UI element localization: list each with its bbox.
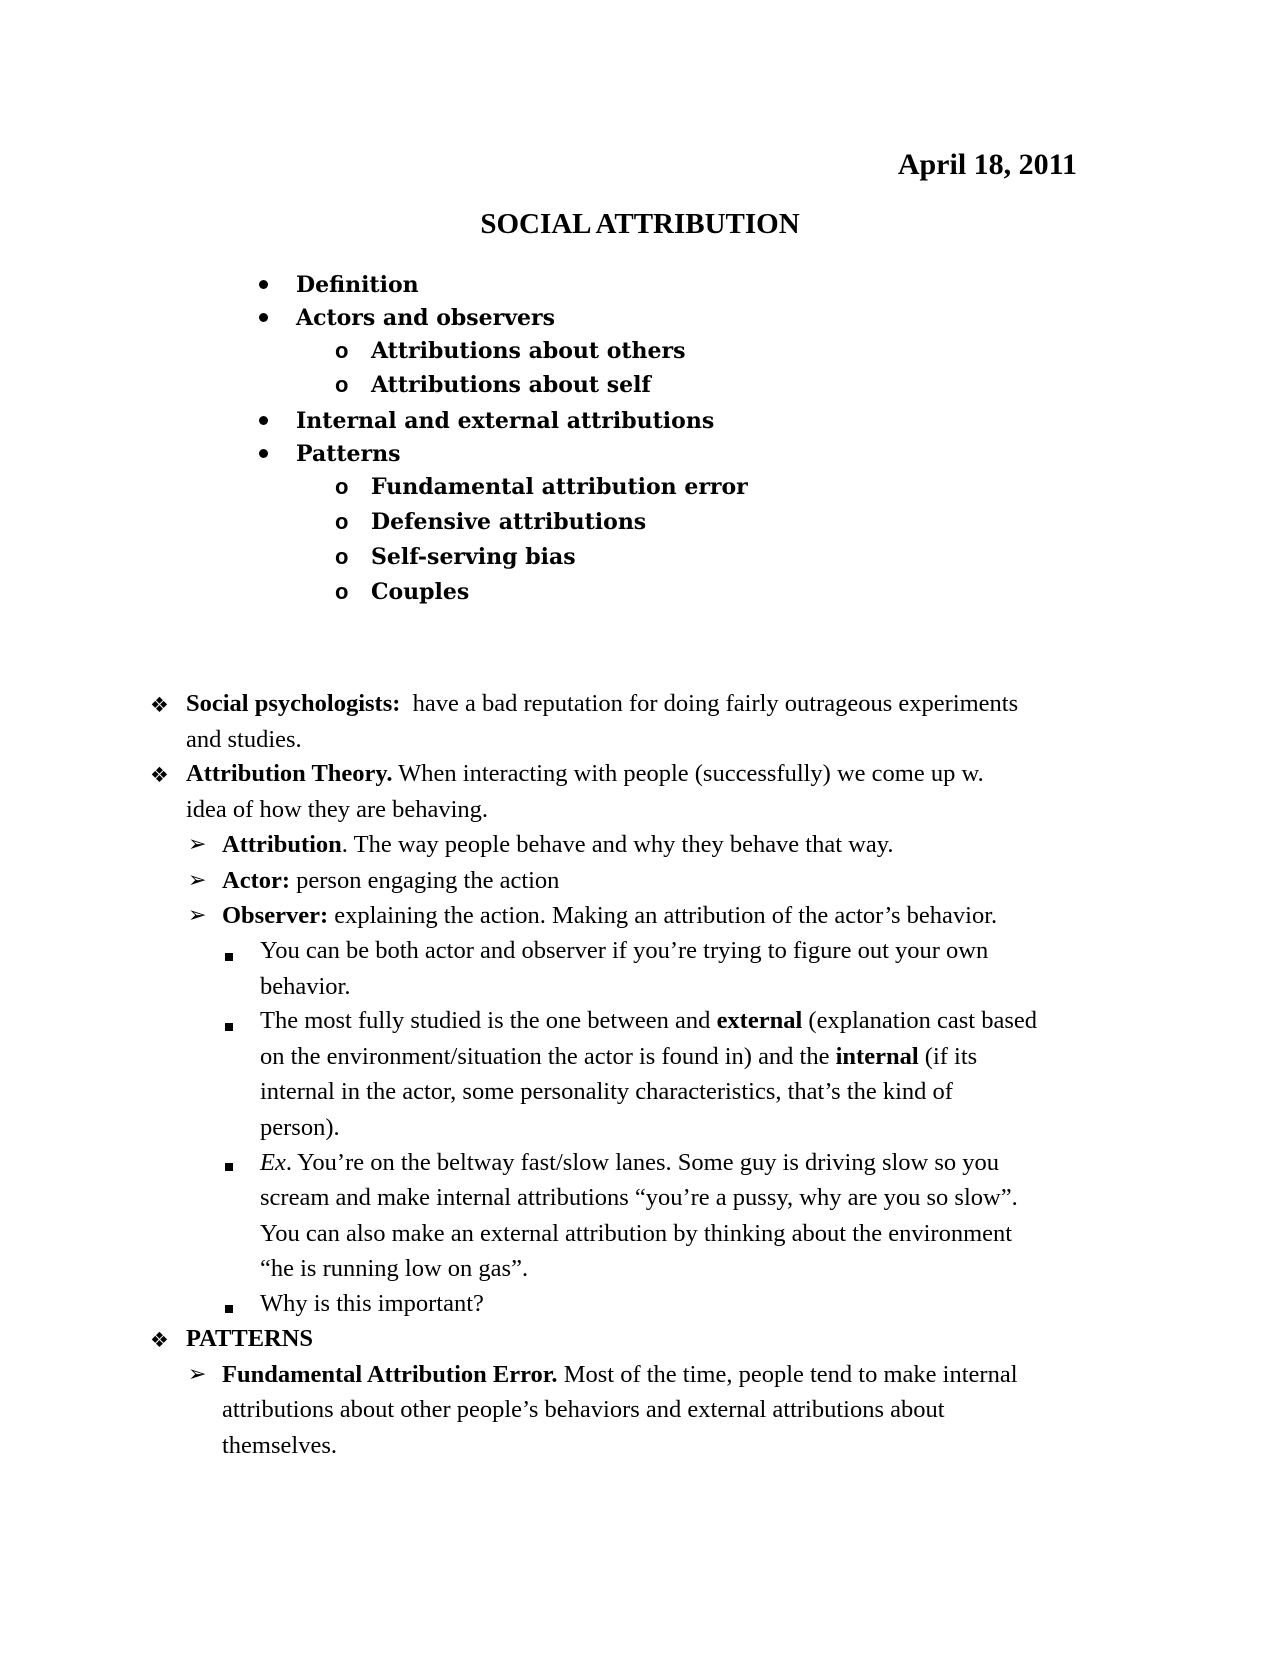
term: Social psychologists:: [186, 690, 401, 717]
note-text: have a bad reputation for doing fairly outrageous experiments: [412, 690, 1019, 717]
note-fae: [222, 1357, 1018, 1393]
note-text: The most fully studied is the one between and: [260, 1007, 717, 1034]
page-title: SOCIAL ATTRIBUTION: [480, 208, 800, 240]
sub-bullet: o: [335, 544, 349, 569]
outline-item: Definition: [296, 272, 419, 298]
bullet-dot: [259, 313, 268, 322]
arrow-bullet-icon: ➢: [188, 868, 207, 893]
outline-subitem: Attributions about others: [371, 338, 686, 364]
square-bullet-icon: [225, 1305, 233, 1313]
outline-subitem: Defensive attributions: [371, 509, 647, 535]
example-label: Ex: [260, 1149, 286, 1176]
term: external: [716, 1007, 803, 1034]
note-text: (if its: [918, 1043, 978, 1070]
outline-subitem: Couples: [371, 579, 470, 605]
note-studied: [260, 1039, 977, 1075]
note-studied: [260, 1003, 1037, 1039]
arrow-bullet-icon: ➢: [188, 832, 207, 857]
diamond-bullet-icon: ❖: [150, 763, 169, 787]
sub-bullet: o: [335, 474, 349, 499]
square-bullet-icon: [225, 1023, 233, 1031]
note-example: [260, 1145, 999, 1181]
sub-bullet: o: [335, 509, 349, 534]
outline-item: Patterns: [296, 441, 401, 467]
note-text: internal in the actor, some personality characteristics, that’s the kind of: [260, 1078, 953, 1105]
sub-bullet: o: [335, 579, 349, 604]
note-social-psychologists: [186, 686, 1018, 722]
bullet-dot: [259, 280, 268, 289]
date: April 18, 2011: [897, 148, 1077, 181]
section-heading: [186, 1321, 313, 1357]
note-text: You can also make an external attribution by thinking about the environment: [260, 1220, 1013, 1247]
term: Attribution Theory.: [186, 760, 393, 787]
term: Actor:: [222, 867, 291, 894]
note-text: on the environment/situation the actor is found in) and the: [260, 1043, 836, 1070]
sub-bullet: o: [335, 372, 349, 397]
square-bullet-icon: [225, 953, 233, 961]
note-text: and studies.: [186, 726, 302, 753]
note-attribution-theory: [186, 756, 984, 792]
note-text: Why is this important?: [260, 1290, 484, 1317]
term: Fundamental Attribution Error.: [222, 1361, 558, 1388]
note-actor: [222, 863, 559, 899]
note-text: person engaging the action: [296, 867, 560, 894]
note-text: scream and make internal attributions “you’re a pussy, why are you so slow”.: [260, 1184, 1018, 1211]
diamond-bullet-icon: ❖: [150, 1328, 169, 1352]
note-text: person).: [260, 1114, 340, 1141]
note-text: idea of how they are behaving.: [186, 796, 489, 823]
note-text: You can be both actor and observer if you’re trying to figure out your own: [260, 937, 989, 964]
note-text: attributions about other people’s behaviors and external attributions about: [222, 1396, 945, 1423]
heading-text: PATTERNS: [186, 1325, 314, 1352]
note-text: explaining the action. Making an attribution of the actor’s behavior.: [334, 902, 998, 929]
term: Observer:: [222, 902, 329, 929]
note-text: themselves.: [222, 1432, 337, 1459]
note-text: Most of the time, people tend to make internal: [563, 1361, 1018, 1388]
note-attribution: [222, 827, 894, 863]
outline-subitem: Attributions about self: [371, 372, 651, 398]
note-text: behavior.: [260, 973, 351, 1000]
outline-subitem: Fundamental attribution error: [371, 474, 748, 500]
note-text: . The way people behave and why they behave that way.: [341, 831, 894, 858]
outline-item: Internal and external attributions: [296, 408, 715, 434]
outline-subitem: Self-serving bias: [371, 544, 576, 570]
note-text: When interacting with people (successfully) we come up w.: [398, 760, 984, 787]
term: Attribution: [222, 831, 342, 858]
note-text: (explanation cast based: [802, 1007, 1037, 1034]
note-observer: [222, 898, 997, 934]
diamond-bullet-icon: ❖: [150, 693, 169, 717]
arrow-bullet-icon: ➢: [188, 903, 207, 928]
note-text: . You’re on the beltway fast/slow lanes. Some guy is driving slow so you: [285, 1149, 1000, 1176]
bullet-dot: [259, 449, 268, 458]
note-text: “he is running low on gas”.: [260, 1255, 529, 1282]
sub-bullet: o: [335, 338, 349, 363]
term: internal: [835, 1043, 919, 1070]
outline-item: Actors and observers: [296, 305, 556, 331]
arrow-bullet-icon: ➢: [188, 1362, 207, 1387]
square-bullet-icon: [225, 1163, 233, 1171]
bullet-dot: [259, 416, 268, 425]
